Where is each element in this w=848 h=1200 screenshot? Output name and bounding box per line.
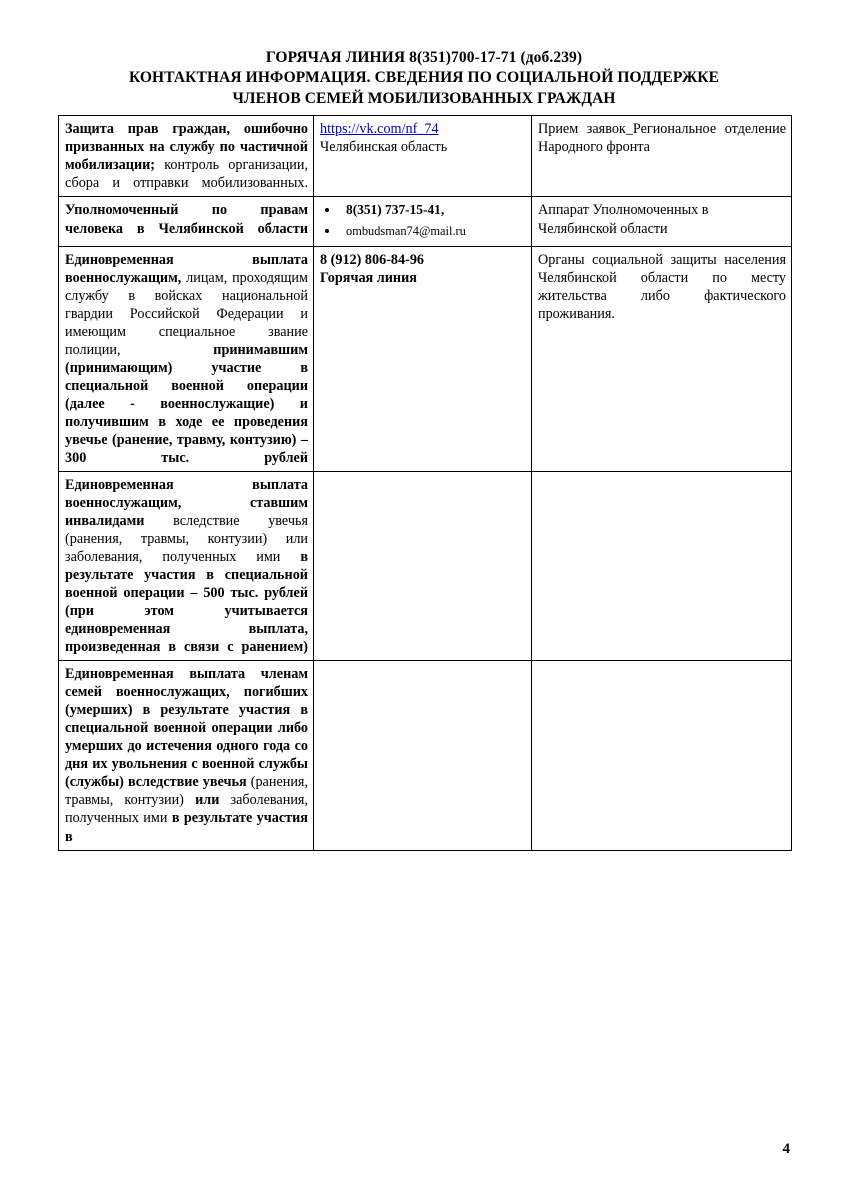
hotline-phone: 8 (912) 806-84-96: [320, 251, 425, 268]
row-1-contact-cell: [314, 116, 532, 197]
row-1-organization-text: Прием заявок_Региональное отделение Народного фронта: [538, 121, 786, 156]
page-number: 4: [782, 1141, 790, 1157]
row-4-part-1: Единовременная выплата военнослужащим, ставшим инвалидами: [65, 476, 308, 529]
title-line-3: ЧЛЕНОВ СЕМЕЙ МОБИЛИЗОВАННЫХ ГРАЖДАН: [232, 89, 616, 107]
table-row: [59, 661, 792, 850]
list-item: [340, 222, 526, 240]
table-row: [59, 471, 792, 660]
row-2-contact-list: [320, 201, 526, 239]
ombudsman-email[interactable]: ombudsman74@mail.ru: [346, 223, 466, 238]
row-4-measure-cell: [59, 471, 314, 660]
row-4-part-2: вследствие увечья (ранения, травмы, контузии) или заболевания, полученных ими: [65, 512, 308, 566]
row-1-link-paragraph: [320, 120, 526, 138]
row-3-measure-text: [65, 251, 308, 467]
row-2-organization-text: Аппарат Уполномоченных в Челябинской области: [538, 202, 709, 237]
hotline-label: Горячая линия: [320, 269, 417, 286]
title-line-2: КОНТАКТНАЯ ИНФОРМАЦИЯ. СВЕДЕНИЯ ПО СОЦИАЛЬНОЙ ПОДДЕРЖКЕ: [128, 69, 720, 87]
row-3-part-2: лицам, проходящим службу в войсках национальной гвардии Российской Федерации и имеющим специальное звание полиции,: [65, 269, 308, 358]
row-3-organization-cell: [532, 246, 792, 471]
vk-link[interactable]: https://vk.com/nf_74: [320, 121, 439, 138]
row-5-measure-text: [65, 665, 308, 845]
row-1-measure-bold: Защита прав граждан, ошибочно призванных на службу по частичной мобилизации;: [65, 121, 308, 174]
page-title: [58, 48, 790, 109]
row-2-organization-cell: [532, 197, 792, 246]
row-5-part-4: заболевания, полученных ими: [65, 792, 308, 827]
row-1-measure-text: [65, 120, 308, 192]
row-3-measure-cell: [59, 246, 314, 471]
row-1-measure-rest: контроль организации, сбора и отправки мобилизованных.: [65, 157, 308, 192]
row-4-part-3: в результате участия в специальной военной операции – 500 тыс. рублей (при этом учитывается единовременная выплата, произведенная в связи с ранением): [65, 549, 308, 656]
row-2-measure-text: Уполномоченный по правам человека в Челябинской области: [65, 202, 308, 237]
row-4-contact-cell: [314, 471, 532, 660]
row-3-part-1: Единовременная выплата военнослужащим,: [65, 251, 308, 286]
row-3-part-3: принимавшим (принимающим) участие в специальной военной операции (далее - военнослужащие) и получившим в ходе ее проведения увечье (ранение, травму, контузию) – 300 тыс. рублей: [65, 341, 308, 466]
row-1-region-label: Челябинская область: [320, 139, 448, 156]
table-row: [59, 246, 792, 471]
list-item: [340, 201, 526, 219]
row-5-measure-cell: [59, 661, 314, 850]
ombudsman-phone: 8(351) 737-15-41,: [346, 202, 445, 218]
table-row: [59, 116, 792, 197]
support-info-table: [58, 115, 792, 850]
row-2-measure-cell: [59, 197, 314, 246]
title-line-1: ГОРЯЧАЯ ЛИНИЯ 8(351)700-17-71 (доб.239): [265, 49, 583, 66]
row-5-part-3: или: [195, 792, 220, 809]
table-row: [59, 197, 792, 246]
row-5-part-5: в результате участия в: [65, 810, 308, 845]
row-1-organization-cell: [532, 116, 792, 197]
row-5-part-2: (ранения, травмы, контузии): [65, 774, 308, 809]
row-3-contact-cell: [314, 246, 532, 471]
row-5-contact-cell: [314, 661, 532, 850]
row-1-measure-cell: [59, 116, 314, 197]
row-2-contact-cell: [314, 197, 532, 246]
row-5-part-1: Единовременная выплата членам семей военнослужащих, погибших (умерших) в результате участия в специальной военной операции либо умерших до истечения одного года со дня их увольнения с военной службы (службы) вследствие увечья: [65, 666, 308, 791]
row-5-organization-cell: [532, 661, 792, 850]
row-3-organization-text: Органы социальной защиты населения Челябинской области по месту жительства либо фактического проживания.: [538, 251, 786, 322]
row-4-organization-cell: [532, 471, 792, 660]
row-4-measure-text: [65, 476, 308, 656]
